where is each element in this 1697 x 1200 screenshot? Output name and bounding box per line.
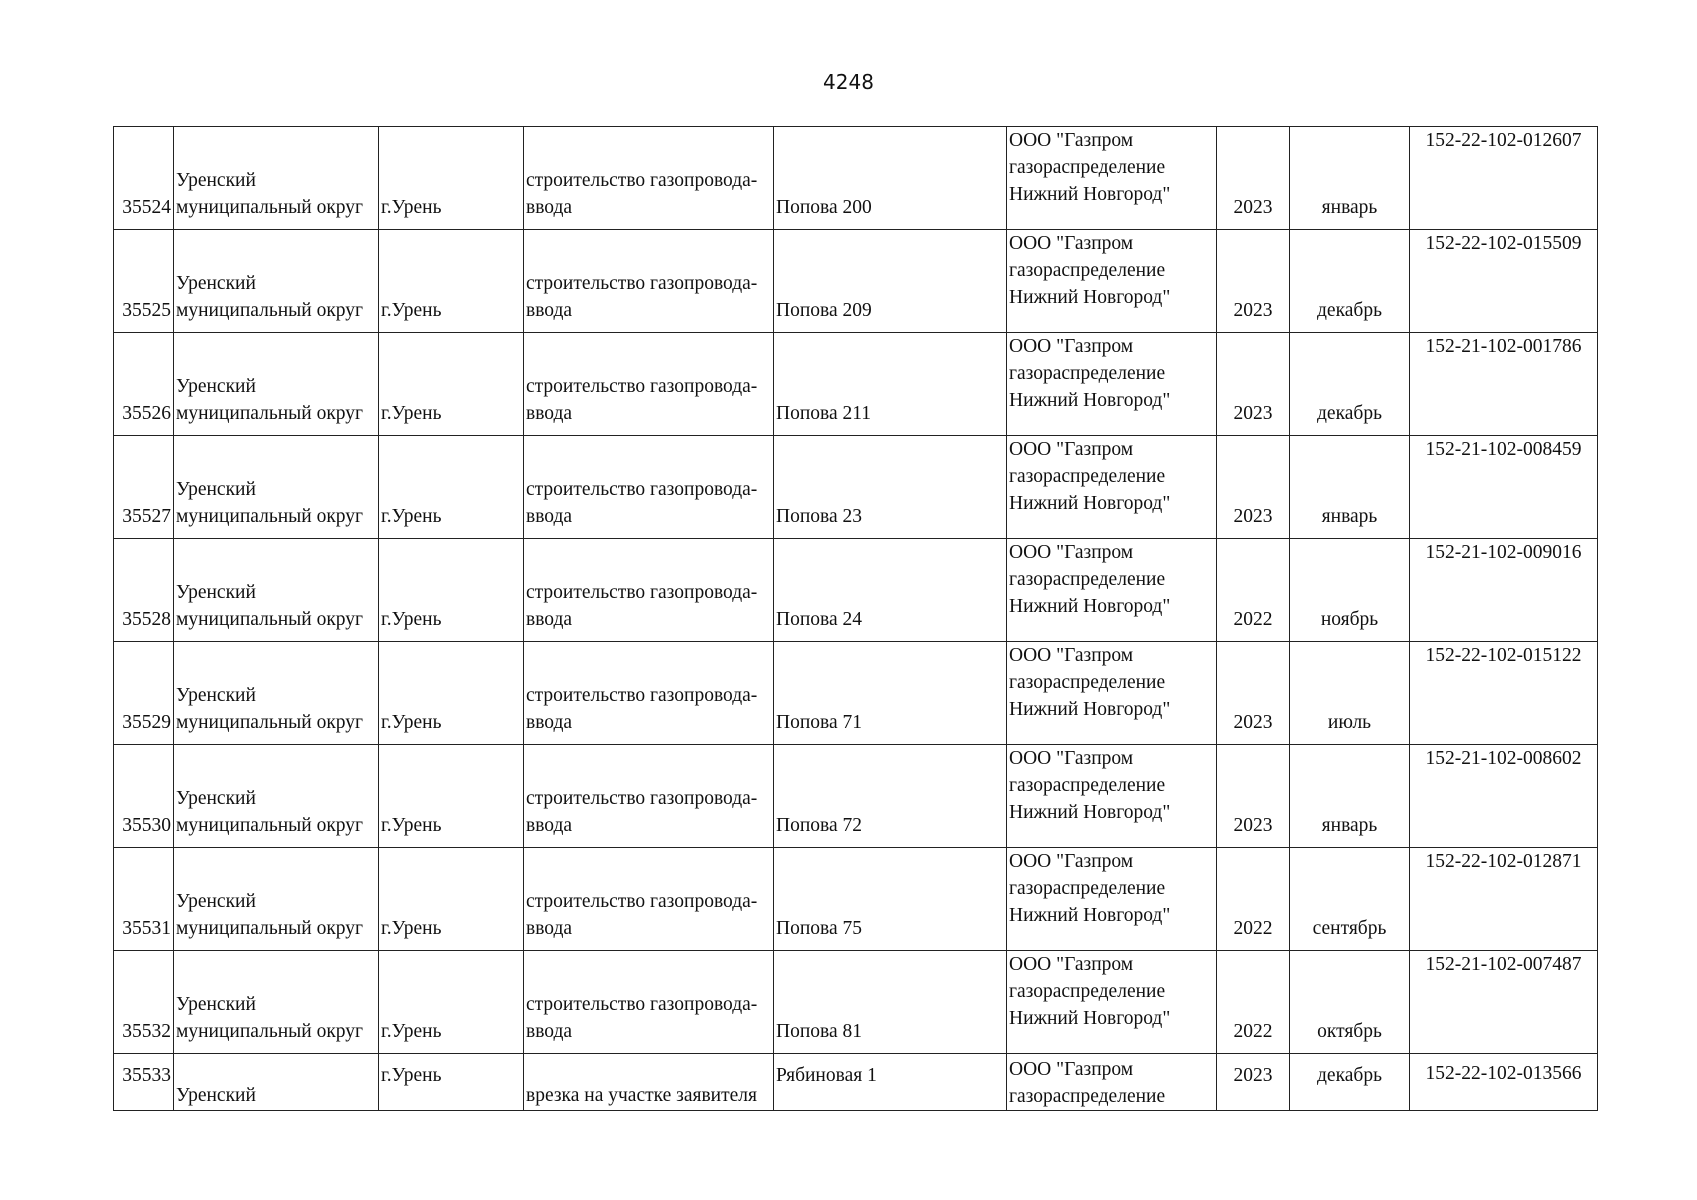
- cell-organization-text: газораспределение: [1009, 157, 1166, 178]
- cell-work-type-text: ввода: [526, 609, 573, 630]
- cell-organization-text: ООО "Газпром: [1009, 233, 1134, 254]
- cell-work-type-text: ввода: [526, 712, 573, 733]
- cell-organization: [1007, 230, 1217, 333]
- cell-work-type: [524, 436, 774, 539]
- cell-year: [1217, 333, 1290, 436]
- cell-year: [1217, 745, 1290, 848]
- cell-address: [774, 642, 1007, 745]
- cell-organization-text: Нижний Новгород": [1009, 905, 1171, 926]
- page-number: 4248: [823, 70, 874, 94]
- cell-district: [174, 745, 379, 848]
- cell-address: [774, 745, 1007, 848]
- cell-year: [1217, 1054, 1290, 1111]
- cell-month-text: октябрь: [1317, 1021, 1382, 1042]
- cell-month-text: январь: [1321, 197, 1378, 218]
- cell-work-type-text: строительство газопровода-: [526, 479, 758, 500]
- cell-year: [1217, 951, 1290, 1054]
- cell-address-text: Попова 200: [776, 197, 872, 218]
- cell-work-type-text: ввода: [526, 197, 573, 218]
- cell-district-text: Уренский: [176, 273, 256, 294]
- cell-city: [379, 230, 524, 333]
- cell-code-text: 152-21-102-009016: [1425, 542, 1582, 563]
- cell-code: [1410, 127, 1598, 230]
- table-row: [114, 745, 1598, 848]
- cell-year-text: 2023: [1233, 300, 1273, 321]
- table-row: [114, 1054, 1598, 1111]
- cell-work-type-text: строительство газопровода-: [526, 273, 758, 294]
- cell-address-text: Попова 23: [776, 506, 862, 527]
- table-row: [114, 848, 1598, 951]
- cell-number-text: 35525: [122, 300, 171, 321]
- cell-city-text: г.Урень: [381, 403, 442, 424]
- cell-organization-text: газораспределение: [1009, 775, 1166, 796]
- cell-district-text: Уренский: [176, 170, 256, 191]
- cell-address: [774, 539, 1007, 642]
- cell-organization-text: ООО "Газпром: [1009, 1059, 1134, 1080]
- cell-number: [114, 127, 174, 230]
- cell-organization-text: ООО "Газпром: [1009, 439, 1134, 460]
- cell-month-text: декабрь: [1317, 300, 1382, 321]
- cell-month: [1290, 539, 1410, 642]
- cell-district: [174, 539, 379, 642]
- cell-work-type-text: ввода: [526, 918, 573, 939]
- cell-district-text: Уренский: [176, 479, 256, 500]
- cell-address: [774, 127, 1007, 230]
- cell-year: [1217, 539, 1290, 642]
- cell-code-text: 152-22-102-015509: [1425, 233, 1582, 254]
- cell-work-type-text: ввода: [526, 1021, 573, 1042]
- cell-district-text: Уренский: [176, 788, 256, 809]
- cell-code: [1410, 951, 1598, 1054]
- cell-code-text: 152-21-102-007487: [1425, 954, 1582, 975]
- cell-number-text: 35532: [122, 1021, 171, 1042]
- cell-city-text: г.Урень: [381, 815, 442, 836]
- table-row: [114, 127, 1598, 230]
- cell-district-text: муниципальный округ: [176, 918, 364, 939]
- cell-work-type: [524, 230, 774, 333]
- cell-organization-text: Нижний Новгород": [1009, 184, 1171, 205]
- cell-month-text: январь: [1321, 815, 1378, 836]
- cell-city: [379, 1054, 524, 1111]
- cell-code-text: 152-21-102-008459: [1425, 439, 1582, 460]
- cell-year-text: 2022: [1233, 918, 1273, 939]
- cell-work-type: [524, 539, 774, 642]
- cell-organization-text: газораспределение: [1009, 878, 1166, 899]
- cell-address-text: Попова 209: [776, 300, 872, 321]
- cell-year: [1217, 436, 1290, 539]
- cell-code-text: 152-22-102-012607: [1425, 130, 1582, 151]
- cell-address: [774, 230, 1007, 333]
- cell-district-text: муниципальный округ: [176, 197, 364, 218]
- cell-address: [774, 951, 1007, 1054]
- cell-district-text: муниципальный округ: [176, 403, 364, 424]
- cell-number: [114, 333, 174, 436]
- cell-organization-text: ООО "Газпром: [1009, 851, 1134, 872]
- cell-year-text: 2023: [1233, 197, 1273, 218]
- cell-organization-text: Нижний Новгород": [1009, 699, 1171, 720]
- cell-organization: [1007, 848, 1217, 951]
- cell-number-text: 35528: [122, 609, 171, 630]
- cell-organization-text: газораспределение: [1009, 1086, 1166, 1107]
- cell-year: [1217, 230, 1290, 333]
- cell-organization: [1007, 333, 1217, 436]
- cell-month-text: январь: [1321, 506, 1378, 527]
- table-row: [114, 539, 1598, 642]
- cell-year-text: 2023: [1233, 712, 1273, 733]
- cell-organization-text: Нижний Новгород": [1009, 596, 1171, 617]
- cell-work-type-text: ввода: [526, 403, 573, 424]
- cell-number-text: 35530: [122, 815, 171, 836]
- cell-organization-text: Нижний Новгород": [1009, 802, 1171, 823]
- cell-number: [114, 951, 174, 1054]
- cell-organization-text: ООО "Газпром: [1009, 542, 1134, 563]
- cell-district: [174, 848, 379, 951]
- cell-district-text: муниципальный округ: [176, 1021, 364, 1042]
- cell-district: [174, 333, 379, 436]
- cell-address-text: Попова 72: [776, 815, 862, 836]
- cell-work-type-text: ввода: [526, 506, 573, 527]
- cell-work-type: [524, 642, 774, 745]
- cell-city: [379, 951, 524, 1054]
- cell-year-text: 2023: [1233, 815, 1273, 836]
- cell-month: [1290, 1054, 1410, 1111]
- table-body: [114, 127, 1598, 1111]
- cell-district: [174, 436, 379, 539]
- cell-organization-text: ООО "Газпром: [1009, 130, 1134, 151]
- cell-month: [1290, 436, 1410, 539]
- cell-number: [114, 1054, 174, 1111]
- cell-month-text: сентябрь: [1312, 918, 1387, 939]
- cell-organization-text: Нижний Новгород": [1009, 493, 1171, 514]
- cell-work-type-text: ввода: [526, 300, 573, 321]
- cell-city-text: г.Урень: [381, 506, 442, 527]
- table-row: [114, 333, 1598, 436]
- cell-district: [174, 642, 379, 745]
- cell-organization: [1007, 1054, 1217, 1111]
- cell-city-text: г.Урень: [381, 1065, 442, 1086]
- cell-number-text: 35524: [122, 197, 171, 218]
- cell-work-type: [524, 951, 774, 1054]
- cell-city: [379, 539, 524, 642]
- cell-number: [114, 642, 174, 745]
- cell-month: [1290, 230, 1410, 333]
- cell-code: [1410, 230, 1598, 333]
- table-row: [114, 230, 1598, 333]
- cell-year-text: 2022: [1233, 609, 1273, 630]
- cell-work-type-text: строительство газопровода-: [526, 582, 758, 603]
- cell-address-text: Попова 24: [776, 609, 862, 630]
- cell-district: [174, 1054, 379, 1111]
- cell-district-text: Уренский: [176, 994, 256, 1015]
- cell-city: [379, 436, 524, 539]
- cell-code-text: 152-22-102-012871: [1425, 851, 1582, 872]
- cell-month: [1290, 642, 1410, 745]
- cell-year-text: 2023: [1233, 403, 1273, 424]
- cell-district-text: муниципальный округ: [176, 712, 364, 733]
- gas-connection-table: [113, 126, 1598, 1111]
- cell-month: [1290, 951, 1410, 1054]
- cell-organization: [1007, 539, 1217, 642]
- cell-organization-text: Нижний Новгород": [1009, 390, 1171, 411]
- cell-work-type: [524, 333, 774, 436]
- cell-work-type: [524, 745, 774, 848]
- cell-code: [1410, 539, 1598, 642]
- cell-month-text: декабрь: [1317, 1065, 1382, 1086]
- cell-district-text: муниципальный округ: [176, 300, 364, 321]
- cell-address: [774, 333, 1007, 436]
- cell-organization-text: газораспределение: [1009, 466, 1166, 487]
- cell-district: [174, 951, 379, 1054]
- cell-organization: [1007, 642, 1217, 745]
- cell-city-text: г.Урень: [381, 712, 442, 733]
- cell-month-text: июль: [1327, 712, 1372, 733]
- cell-number-text: 35533: [122, 1065, 171, 1086]
- cell-year: [1217, 642, 1290, 745]
- cell-code: [1410, 1054, 1598, 1111]
- cell-year-text: 2023: [1233, 506, 1273, 527]
- cell-number: [114, 745, 174, 848]
- cell-district-text: Уренский: [176, 891, 256, 912]
- cell-year-text: 2023: [1233, 1065, 1273, 1086]
- cell-organization-text: Нижний Новгород": [1009, 1008, 1171, 1029]
- cell-organization-text: Нижний Новгород": [1009, 287, 1171, 308]
- cell-city: [379, 848, 524, 951]
- cell-month: [1290, 848, 1410, 951]
- cell-organization: [1007, 436, 1217, 539]
- cell-code: [1410, 745, 1598, 848]
- cell-district: [174, 230, 379, 333]
- cell-city-text: г.Урень: [381, 609, 442, 630]
- cell-number: [114, 848, 174, 951]
- cell-city-text: г.Урень: [381, 300, 442, 321]
- cell-number: [114, 230, 174, 333]
- cell-organization-text: газораспределение: [1009, 672, 1166, 693]
- cell-organization: [1007, 951, 1217, 1054]
- cell-number: [114, 539, 174, 642]
- cell-month: [1290, 333, 1410, 436]
- cell-address: [774, 848, 1007, 951]
- cell-district-text: Уренский: [176, 376, 256, 397]
- cell-year: [1217, 127, 1290, 230]
- cell-work-type-text: врезка на участке заявителя: [526, 1085, 757, 1106]
- cell-district-text: муниципальный округ: [176, 609, 364, 630]
- cell-city-text: г.Урень: [381, 918, 442, 939]
- cell-organization-text: ООО "Газпром: [1009, 748, 1134, 769]
- table-row: [114, 436, 1598, 539]
- cell-district-text: Уренский: [176, 582, 256, 603]
- cell-work-type: [524, 127, 774, 230]
- cell-city-text: г.Урень: [381, 197, 442, 218]
- cell-work-type-text: строительство газопровода-: [526, 685, 758, 706]
- cell-month: [1290, 745, 1410, 848]
- cell-district-text: Уренский: [176, 1085, 256, 1106]
- cell-number-text: 35529: [122, 712, 171, 733]
- cell-work-type-text: строительство газопровода-: [526, 170, 758, 191]
- cell-organization-text: ООО "Газпром: [1009, 954, 1134, 975]
- cell-address-text: Попова 75: [776, 918, 862, 939]
- cell-work-type-text: ввода: [526, 815, 573, 836]
- cell-code: [1410, 848, 1598, 951]
- cell-address-text: Попова 81: [776, 1021, 862, 1042]
- cell-work-type-text: строительство газопровода-: [526, 891, 758, 912]
- cell-organization-text: газораспределение: [1009, 981, 1166, 1002]
- cell-city: [379, 745, 524, 848]
- table-row: [114, 951, 1598, 1054]
- cell-address-text: Попова 211: [776, 403, 872, 424]
- cell-district: [174, 127, 379, 230]
- cell-city: [379, 333, 524, 436]
- cell-code: [1410, 333, 1598, 436]
- cell-code-text: 152-21-102-008602: [1425, 748, 1582, 769]
- cell-organization-text: ООО "Газпром: [1009, 336, 1134, 357]
- cell-number-text: 35527: [122, 506, 171, 527]
- cell-year-text: 2022: [1233, 1021, 1273, 1042]
- cell-code: [1410, 642, 1598, 745]
- cell-number-text: 35526: [122, 403, 171, 424]
- cell-organization-text: газораспределение: [1009, 363, 1166, 384]
- cell-district-text: муниципальный округ: [176, 506, 364, 527]
- cell-month: [1290, 127, 1410, 230]
- cell-district-text: муниципальный округ: [176, 815, 364, 836]
- cell-organization: [1007, 745, 1217, 848]
- cell-address: [774, 436, 1007, 539]
- cell-organization-text: газораспределение: [1009, 569, 1166, 590]
- cell-month-text: ноябрь: [1320, 609, 1379, 630]
- cell-work-type: [524, 848, 774, 951]
- cell-number: [114, 436, 174, 539]
- cell-work-type-text: строительство газопровода-: [526, 788, 758, 809]
- cell-organization-text: газораспределение: [1009, 260, 1166, 281]
- cell-code-text: 152-21-102-001786: [1425, 336, 1582, 357]
- cell-code: [1410, 436, 1598, 539]
- cell-month-text: декабрь: [1317, 403, 1382, 424]
- cell-code-text: 152-22-102-013566: [1425, 1063, 1582, 1084]
- cell-address-text: Попова 71: [776, 712, 862, 733]
- cell-organization: [1007, 127, 1217, 230]
- cell-work-type: [524, 1054, 774, 1111]
- cell-city: [379, 642, 524, 745]
- cell-address: [774, 1054, 1007, 1111]
- cell-city: [379, 127, 524, 230]
- cell-organization-text: ООО "Газпром: [1009, 645, 1134, 666]
- cell-address-text: Рябиновая 1: [776, 1065, 877, 1086]
- cell-year: [1217, 848, 1290, 951]
- cell-work-type-text: строительство газопровода-: [526, 376, 758, 397]
- cell-city-text: г.Урень: [381, 1021, 442, 1042]
- table-row: [114, 642, 1598, 745]
- cell-number-text: 35531: [122, 918, 171, 939]
- cell-work-type-text: строительство газопровода-: [526, 994, 758, 1015]
- cell-district-text: Уренский: [176, 685, 256, 706]
- cell-code-text: 152-22-102-015122: [1425, 645, 1582, 666]
